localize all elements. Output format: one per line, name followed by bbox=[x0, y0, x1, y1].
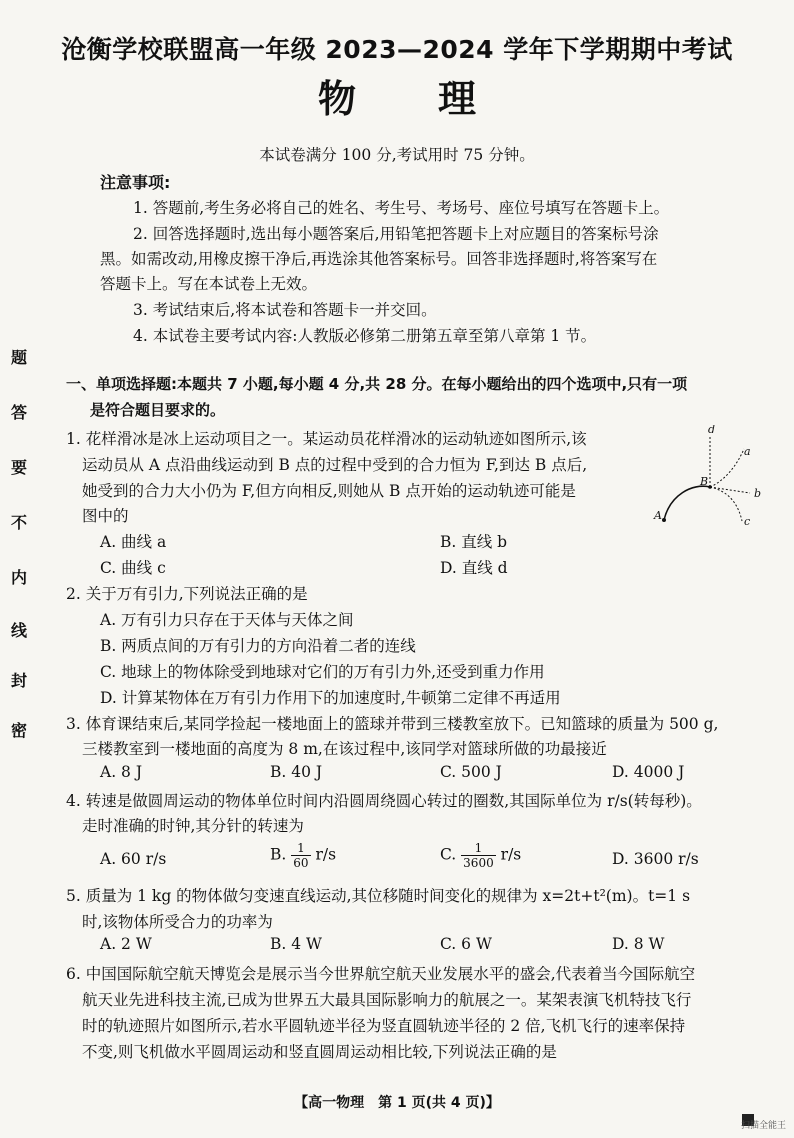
line-b bbox=[710, 487, 750, 493]
notice-line: 3. 考试结束后,将本试卷和答题卡一并交回。 bbox=[133, 301, 437, 319]
subject-title bbox=[0, 68, 794, 123]
q5-stem: 5. 质量为 1 kg 的物体做匀变速直线运动,其位移随时间变化的规律为 x=2t+t²(m)。t=1 s bbox=[66, 887, 691, 905]
side-char: 封 bbox=[10, 671, 27, 690]
q6-stem: 时的轨迹照片如图所示,若水平圆轨迹半径为竖直圆轨迹半径的 2 倍,飞机飞行的速率保持 bbox=[82, 1017, 686, 1035]
fraction-numerator: 1 bbox=[291, 841, 310, 856]
q6-stem: 不变,则飞机做水平圆周运动和竖直圆周运动相比较,下列说法正确的是 bbox=[82, 1043, 557, 1061]
q1-option-c: C. 曲线 c bbox=[100, 559, 166, 577]
exam-intro: 本试卷满分 100 分,考试用时 75 分钟。 bbox=[259, 146, 535, 164]
curve-c bbox=[710, 487, 742, 521]
scanner-watermark: 扫描全能王 bbox=[740, 1121, 786, 1131]
side-char: 题 bbox=[10, 348, 27, 367]
q1-stem: 图中的 bbox=[82, 507, 129, 525]
q4-option-a: A. 60 r/s bbox=[100, 850, 167, 868]
q5-option-c: C. 6 W bbox=[440, 935, 492, 953]
q1-trajectory-figure bbox=[652, 425, 774, 540]
q3-stem: 3. 体育课结束后,某同学捡起一楼地面上的篮球并带到三楼教室放下。已知篮球的质量为 500 g, bbox=[66, 715, 719, 733]
q3-option-a: A. 8 J bbox=[100, 763, 143, 781]
q2-option-b: B. 两质点间的万有引力的方向沿着二者的连线 bbox=[100, 637, 416, 655]
q4-c-prefix: C. bbox=[440, 845, 457, 864]
point-A bbox=[662, 518, 666, 522]
label-a: a bbox=[744, 445, 751, 458]
trajectory-curve bbox=[664, 486, 710, 520]
q5-option-d: D. 8 W bbox=[612, 935, 665, 953]
q4-b-prefix: B. bbox=[270, 845, 287, 864]
q1-option-d: D. 直线 d bbox=[440, 559, 508, 577]
q3-stem: 三楼教室到一楼地面的高度为 8 m,在该过程中,该同学对篮球所做的功最接近 bbox=[82, 740, 607, 758]
q4-option-b bbox=[270, 841, 336, 870]
q5-stem: 时,该物体所受合力的功率为 bbox=[82, 913, 273, 931]
q1-stem: 1. 花样滑冰是冰上运动项目之一。某运动员花样滑冰的运动轨迹如图所示,该 bbox=[66, 430, 587, 448]
subject-char-2: 理 bbox=[437, 77, 476, 121]
exam-title: 沧衡学校联盟高一年级 2023—2024 学年下学期期中考试 bbox=[61, 35, 733, 64]
label-c: c bbox=[744, 515, 751, 528]
q1-option-a: A. 曲线 a bbox=[100, 533, 167, 551]
page-footer: 【高一物理 第 1 页(共 4 页)】 bbox=[294, 1095, 500, 1111]
side-char: 密 bbox=[10, 721, 27, 740]
q4-stem: 走时准确的时钟,其分针的转速为 bbox=[82, 817, 304, 835]
fraction-denominator: 3600 bbox=[463, 856, 494, 870]
q2-stem: 2. 关于万有引力,下列说法正确的是 bbox=[66, 585, 308, 603]
label-B: B bbox=[700, 475, 709, 488]
notice-heading: 注意事项: bbox=[100, 173, 171, 192]
section-heading-cont: 是符合题目要求的。 bbox=[90, 401, 226, 419]
q6-stem: 航天业先进科技主流,已成为世界五大最具国际影响力的航展之一。某架表演飞机特技飞行 bbox=[82, 991, 692, 1009]
point-B bbox=[708, 485, 712, 489]
fraction-numerator: 1 bbox=[461, 841, 496, 856]
q1-stem: 她受到的合力大小仍为 F,但方向相反,则她从 B 点开始的运动轨迹可能是 bbox=[82, 482, 576, 500]
q1-option-b: B. 直线 b bbox=[440, 533, 508, 551]
fraction-denominator: 60 bbox=[293, 856, 309, 870]
q3-option-b: B. 40 J bbox=[270, 763, 323, 781]
q4-stem: 4. 转速是做圆周运动的物体单位时间内沿圆周绕圆心转过的圈数,其国际单位为 r/s(转每秒)。 bbox=[66, 792, 702, 810]
q2-option-d: D. 计算某物体在万有引力作用下的加速度时,牛顿第二定律不再适用 bbox=[100, 689, 561, 707]
q6-stem: 6. 中国国际航空航天博览会是展示当今世界航空航天业发展水平的盛会,代表着当今国际航空 bbox=[66, 965, 696, 983]
notice-line: 1. 答题前,考生务必将自己的姓名、考生号、考场号、座位号填写在答题卡上。 bbox=[133, 199, 670, 217]
notice-line: 黑。如需改动,用橡皮擦干净后,再选涂其他答案标号。回答非选择题时,将答案写在 bbox=[100, 250, 658, 268]
curve-a bbox=[710, 449, 744, 487]
q5-option-b: B. 4 W bbox=[270, 935, 322, 953]
q2-option-a: A. 万有引力只存在于天体与天体之间 bbox=[100, 611, 354, 629]
q5-option-a: A. 2 W bbox=[100, 935, 152, 953]
q2-option-c: C. 地球上的物体除受到地球对它们的万有引力外,还受到重力作用 bbox=[100, 663, 545, 681]
notice-line: 2. 回答选择题时,选出每小题答案后,用铅笔把答题卡上对应题目的答案标号涂 bbox=[133, 225, 659, 243]
q4-c-unit: r/s bbox=[500, 845, 522, 864]
q1-stem: 运动员从 A 点沿曲线运动到 B 点的过程中受到的合力恒为 F,到达 B 点后, bbox=[82, 456, 588, 474]
label-d: d bbox=[708, 425, 716, 436]
side-char: 答 bbox=[10, 403, 27, 422]
notice-line: 4. 本试卷主要考试内容:人教版必修第二册第五章至第八章第 1 节。 bbox=[133, 327, 597, 345]
label-A: A bbox=[654, 509, 662, 522]
fraction bbox=[461, 841, 496, 870]
q4-option-c bbox=[440, 841, 521, 870]
q3-option-d: D. 4000 J bbox=[612, 763, 685, 781]
notice-line: 答题卡上。写在本试卷上无效。 bbox=[100, 275, 318, 293]
subject-char-1: 物 bbox=[317, 77, 356, 121]
side-char: 内 bbox=[10, 568, 27, 587]
side-char: 不 bbox=[10, 513, 27, 532]
label-b: b bbox=[754, 487, 762, 500]
section-heading: 一、单项选择题:本题共 7 小题,每小题 4 分,共 28 分。在每小题给出的四个选项中,只有一项 bbox=[66, 375, 688, 393]
side-char: 线 bbox=[10, 621, 27, 640]
q3-option-c: C. 500 J bbox=[440, 763, 502, 781]
fraction bbox=[291, 841, 310, 870]
q4-b-unit: r/s bbox=[315, 845, 337, 864]
q4-option-d: D. 3600 r/s bbox=[612, 850, 699, 868]
side-char: 要 bbox=[10, 458, 27, 477]
